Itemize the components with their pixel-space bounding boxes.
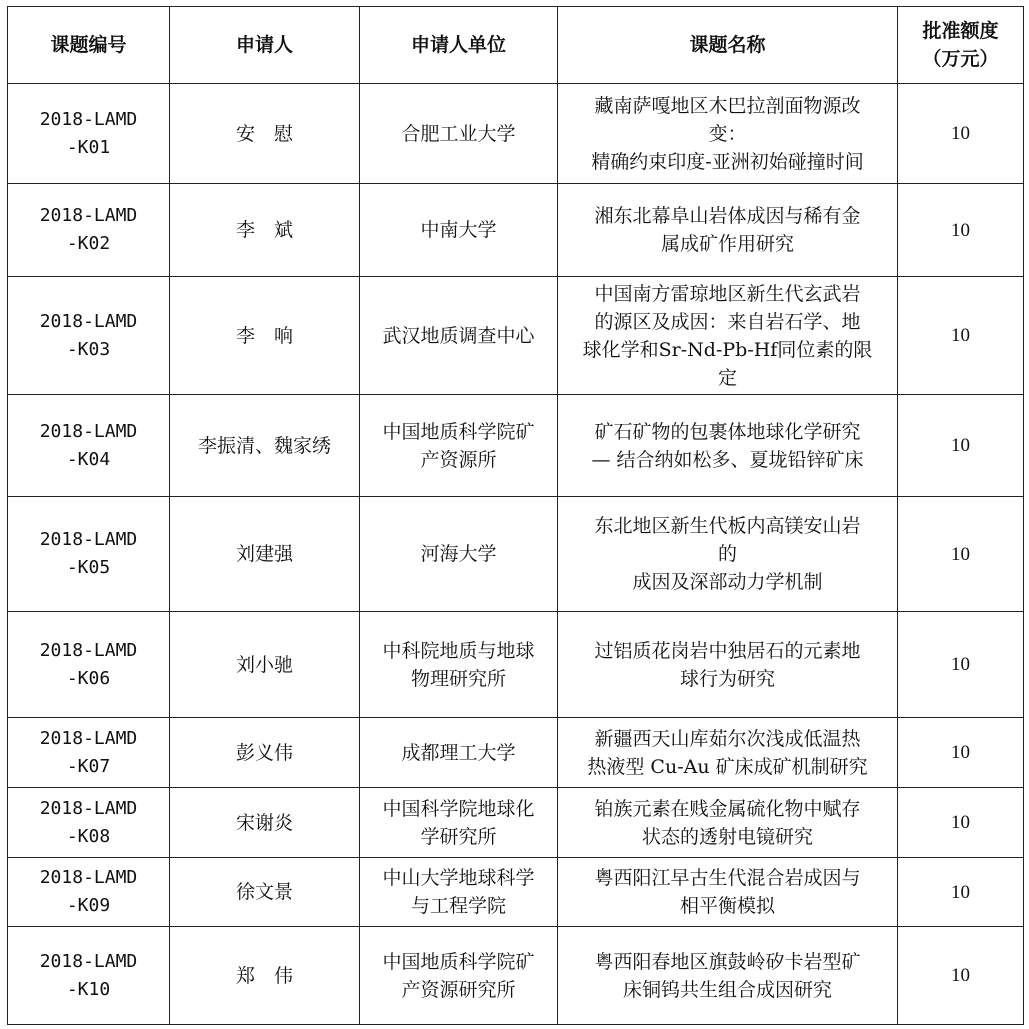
applicant-cell <box>170 84 360 184</box>
project-title-text: 铂族元素在贱金属硫化物中赋存 状态的透射电镜研究 <box>594 797 861 848</box>
approved-amount-cell <box>898 84 1024 184</box>
header-applicant-unit: 申请人单位 <box>360 7 558 84</box>
project-id-text: 2018-LAMD -K02 <box>39 205 138 254</box>
project-title-cell <box>558 184 898 277</box>
applicant-cell <box>170 612 360 718</box>
project-id-cell <box>8 497 170 612</box>
project-title-cell <box>558 84 898 184</box>
approved-amount-text: 10 <box>951 742 970 763</box>
applicant-cell <box>170 395 360 497</box>
applicant-text: 刘小驰 <box>235 653 293 676</box>
project-title-cell <box>558 927 898 1025</box>
applicant-unit-text: 中山大学地球科学 与工程学院 <box>382 867 535 917</box>
applicant-text: 安 慰 <box>235 122 293 145</box>
table-row <box>8 395 1024 497</box>
applicant-unit-cell <box>360 927 558 1025</box>
approved-amount-text: 10 <box>951 543 970 565</box>
applicant-unit-text: 中国地质科学院矿 产资源研究所 <box>382 950 535 1001</box>
project-title-cell <box>558 612 898 718</box>
project-title-cell <box>558 395 898 497</box>
applicant-text: 李 斌 <box>235 219 293 241</box>
project-title-text: 中国南方雷琼地区新生代玄武岩 的源区及成因：来自岩石学、地 球化学和Sr-Nd-Pb-Hf同位素的限 定 <box>582 282 873 389</box>
applicant-cell <box>170 858 360 927</box>
table-row <box>8 497 1024 612</box>
project-id-cell <box>8 277 170 395</box>
applicant-unit-cell <box>360 184 558 277</box>
applicant-unit-text: 武汉地质调查中心 <box>382 324 535 347</box>
applicant-unit-text: 中国科学院地球化 学研究所 <box>382 797 535 848</box>
project-id-cell <box>8 788 170 858</box>
applicant-unit-cell <box>360 788 558 858</box>
table-row <box>8 184 1024 277</box>
project-title-text: 粤西阳春地区旗鼓岭矽卡岩型矿 床铜钨共生组合成因研究 <box>594 950 861 1001</box>
approved-amount-text: 10 <box>951 435 970 456</box>
project-title-cell <box>558 497 898 612</box>
project-title-cell <box>558 788 898 858</box>
applicant-unit-cell <box>360 858 558 927</box>
applicant-text: 彭义伟 <box>235 741 293 764</box>
project-id-text: 2018-LAMD -K08 <box>39 797 138 847</box>
approved-amount-cell <box>898 788 1024 858</box>
applicant-text: 李 响 <box>235 324 293 347</box>
project-title-text: 藏南萨嘎地区木巴拉剖面物源改 变： 精确约束印度-亚洲初始碰撞时间 <box>591 94 864 173</box>
project-id-text: 2018-LAMD -K07 <box>39 727 138 777</box>
applicant-unit-text: 河海大学 <box>420 543 497 565</box>
approved-amount-text: 10 <box>951 965 970 986</box>
project-title-text: 矿石矿物的包裹体地球化学研究 — 结合纳如松多、夏垅铅锌矿床 <box>591 420 864 471</box>
approved-amount-cell <box>898 927 1024 1025</box>
applicant-unit-text: 合肥工业大学 <box>401 122 516 145</box>
project-id-cell <box>8 395 170 497</box>
header-applicant: 申请人 <box>170 7 360 84</box>
table-row <box>8 84 1024 184</box>
approved-amount-cell <box>898 277 1024 395</box>
applicant-unit-cell <box>360 84 558 184</box>
header-project-id: 课题编号 <box>8 7 170 84</box>
approved-amount-cell <box>898 858 1024 927</box>
applicant-text: 宋谢炎 <box>235 811 293 834</box>
applicant-text: 徐文景 <box>235 881 293 903</box>
project-id-text: 2018-LAMD -K01 <box>39 108 138 158</box>
applicant-cell <box>170 277 360 395</box>
applicant-text: 郑 伟 <box>235 964 293 987</box>
project-id-cell <box>8 718 170 788</box>
applicant-cell <box>170 718 360 788</box>
approved-amount-text: 10 <box>951 654 970 675</box>
approved-amount-cell <box>898 718 1024 788</box>
project-title-cell <box>558 858 898 927</box>
applicant-unit-text: 中国地质科学院矿 产资源所 <box>382 420 535 471</box>
applicant-unit-text: 成都理工大学 <box>401 741 516 764</box>
project-title-text: 过铝质花岗岩中独居石的元素地 球行为研究 <box>594 639 861 690</box>
approved-amount-text: 10 <box>951 123 970 144</box>
applicant-unit-text: 中科院地质与地球 物理研究所 <box>382 639 535 690</box>
applicant-cell <box>170 497 360 612</box>
applicant-unit-cell <box>360 612 558 718</box>
approved-amount-cell <box>898 612 1024 718</box>
project-id-cell <box>8 927 170 1025</box>
project-title-text: 粤西阳江早古生代混合岩成因与 相平衡模拟 <box>594 867 861 917</box>
header-project-title: 课题名称 <box>558 7 898 84</box>
approved-amount-text: 10 <box>951 325 970 346</box>
table-row <box>8 612 1024 718</box>
project-id-cell <box>8 184 170 277</box>
header-row <box>8 7 1024 84</box>
project-id-cell <box>8 612 170 718</box>
approved-amount-cell <box>898 395 1024 497</box>
project-id-text: 2018-LAMD -K03 <box>39 310 138 360</box>
table-row <box>8 927 1024 1025</box>
approved-amount-text: 10 <box>951 812 970 833</box>
applicant-unit-cell <box>360 497 558 612</box>
applicant-unit-text: 中南大学 <box>420 219 497 241</box>
approved-amount-text: 10 <box>951 881 970 903</box>
project-title-cell <box>558 277 898 395</box>
applicant-text: 李振清、魏家绣 <box>197 434 331 457</box>
table-row <box>8 788 1024 858</box>
approved-amount-cell <box>898 497 1024 612</box>
applicant-unit-cell <box>360 277 558 395</box>
project-id-cell <box>8 84 170 184</box>
header-approved-amount: 批准额度 （万元） <box>898 7 1024 84</box>
project-id-text: 2018-LAMD -K04 <box>39 420 138 470</box>
project-title-text: 新疆西天山库茹尔次浅成低温热 热液型 Cu-Au 矿床成矿机制研究 <box>587 727 868 778</box>
applicant-cell <box>170 927 360 1025</box>
table-row <box>8 277 1024 395</box>
project-id-text: 2018-LAMD -K10 <box>39 950 138 1000</box>
applicant-cell <box>170 184 360 277</box>
applicant-unit-cell <box>360 718 558 788</box>
applicant-unit-cell <box>360 395 558 497</box>
table-row <box>8 718 1024 788</box>
approved-amount-text: 10 <box>951 219 970 241</box>
project-id-cell <box>8 858 170 927</box>
applicant-text: 刘建强 <box>235 543 293 565</box>
project-table <box>7 6 1024 1025</box>
project-id-text: 2018-LAMD -K05 <box>39 529 138 578</box>
applicant-cell <box>170 788 360 858</box>
approved-amount-cell <box>898 184 1024 277</box>
project-title-text: 东北地区新生代板内高镁安山岩 的 成因及深部动力学机制 <box>594 515 861 593</box>
table-row <box>8 858 1024 927</box>
project-title-cell <box>558 718 898 788</box>
project-title-text: 湘东北幕阜山岩体成因与稀有金 属成矿作用研究 <box>594 205 861 255</box>
project-id-text: 2018-LAMD -K06 <box>39 639 138 689</box>
project-id-text: 2018-LAMD -K09 <box>39 867 138 916</box>
